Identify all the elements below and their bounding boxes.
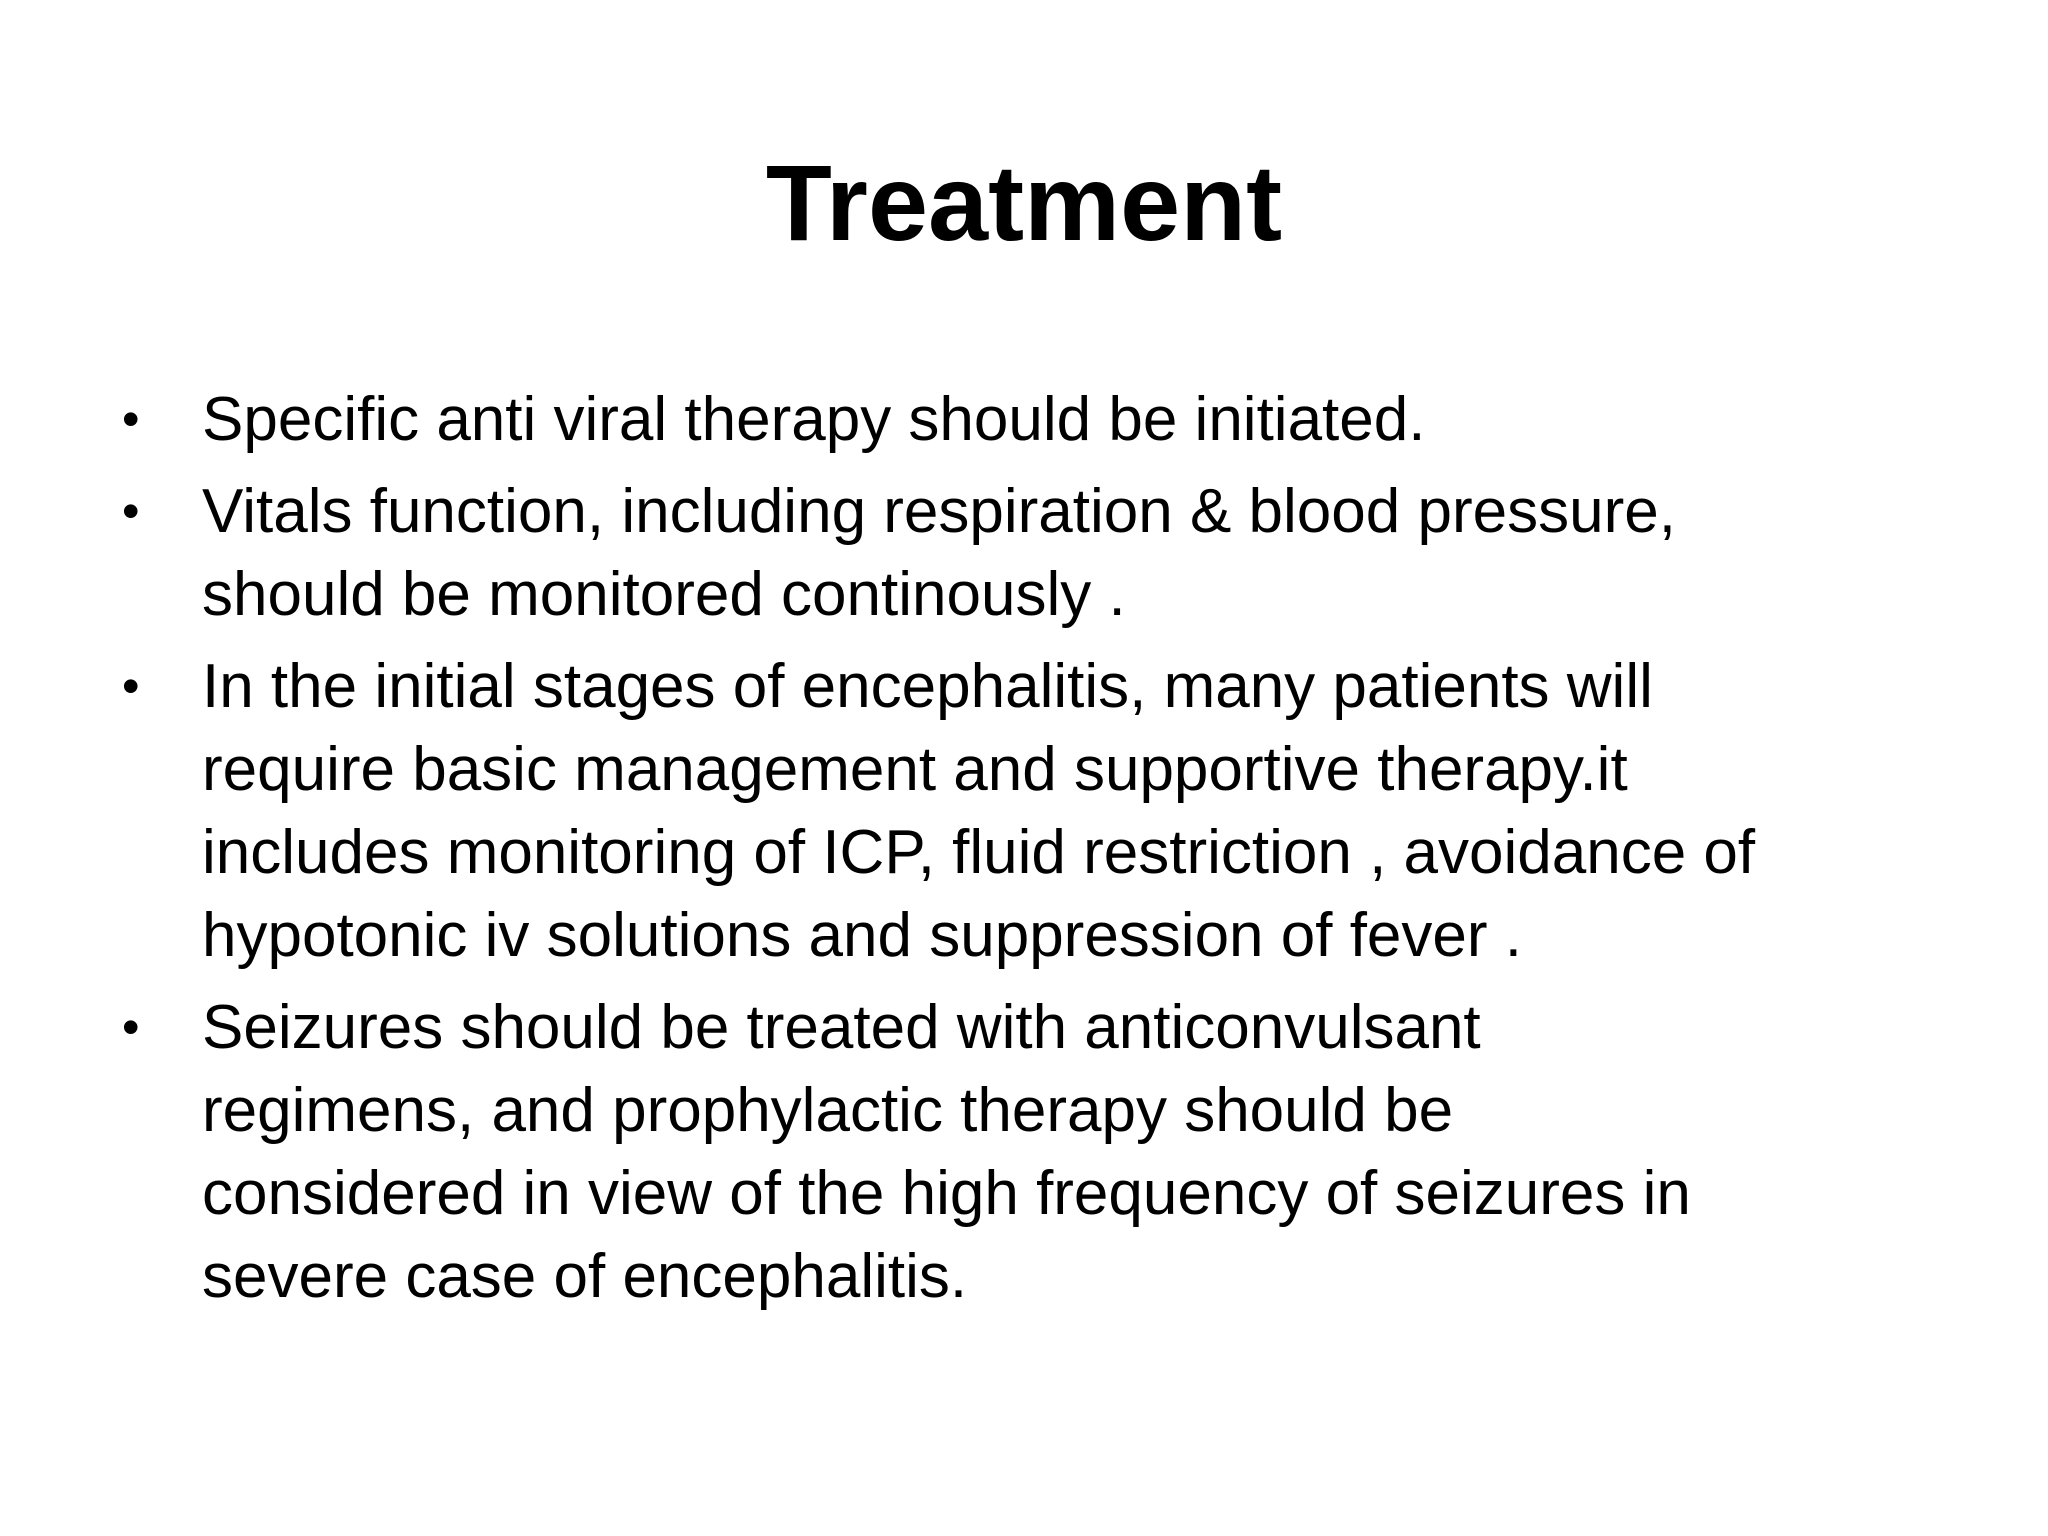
bullet-icon: • <box>122 999 140 1055</box>
bullet-text-line: hypotonic iv solutions and suppression of fever . <box>202 901 1522 970</box>
bullet-text-line: includes monitoring of ICP, fluid restriction , avoidance of <box>202 818 1756 887</box>
bullet-text-line: Vitals function, including respiration & blood pressure, <box>202 477 1676 546</box>
slide-title: Treatment <box>765 142 1283 263</box>
bullet-item <box>118 645 1998 977</box>
bullet-icon: • <box>122 391 140 447</box>
bullet-text-line: should be monitored continously . <box>202 560 1126 629</box>
bullet-list <box>118 378 1998 1327</box>
bullet-text-line: considered in view of the high frequency of seizures in <box>202 1159 1691 1228</box>
bullet-item <box>118 470 1998 636</box>
bullet-item <box>118 986 1998 1318</box>
bullet-item <box>118 378 1998 461</box>
bullet-text-line: severe case of encephalitis. <box>202 1242 968 1311</box>
bullet-text-line: Seizures should be treated with anticonvulsant <box>202 993 1481 1062</box>
bullet-text-line: Specific anti viral therapy should be initiated. <box>202 385 1426 454</box>
bullet-text-line: regimens, and prophylactic therapy should be <box>202 1076 1454 1145</box>
bullet-text-line: In the initial stages of encephalitis, many patients will <box>202 652 1653 721</box>
bullet-icon: • <box>122 483 140 539</box>
bullet-text-line: require basic management and supportive therapy.it <box>202 735 1628 804</box>
bullet-icon: • <box>122 658 140 714</box>
